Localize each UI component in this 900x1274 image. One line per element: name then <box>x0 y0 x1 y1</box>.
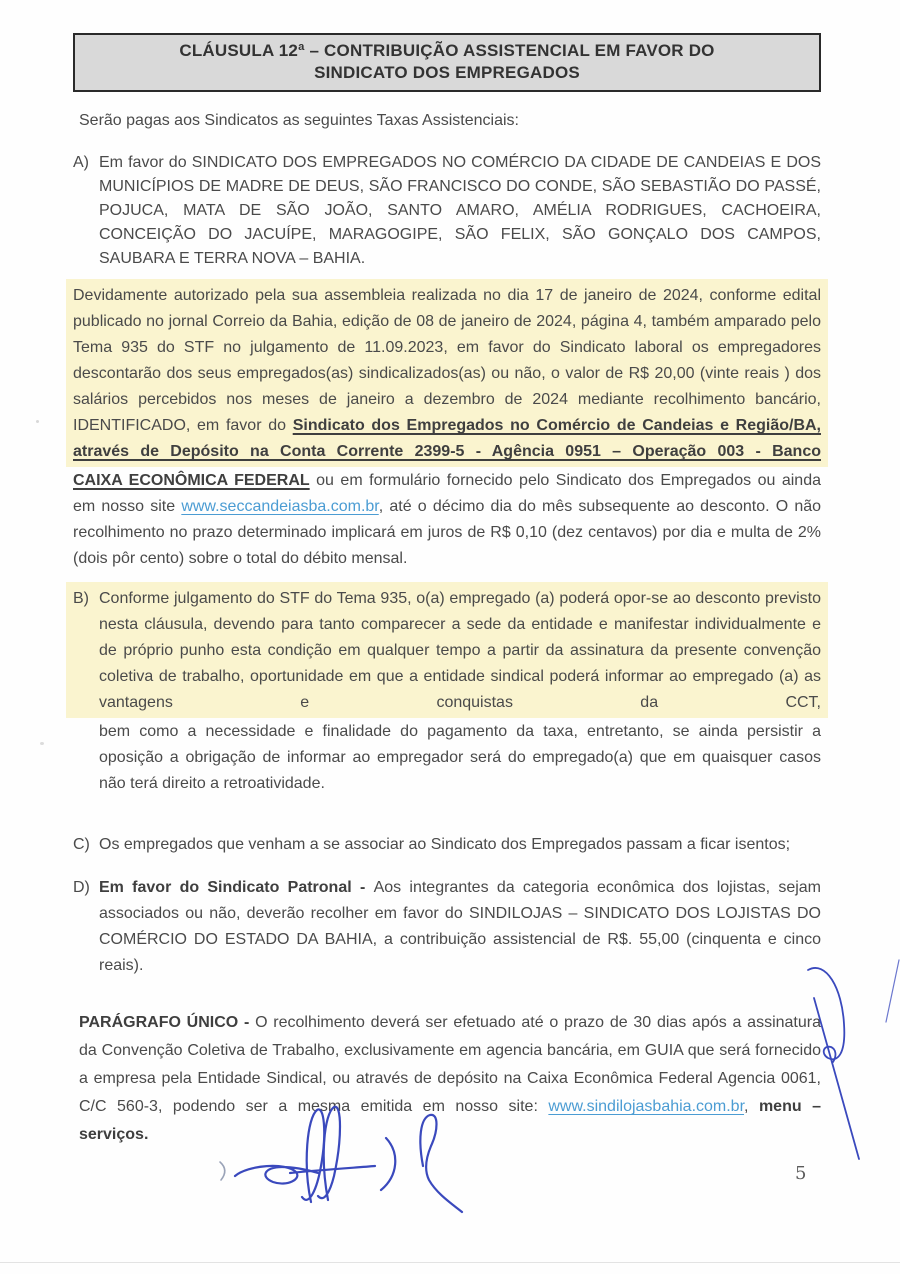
item-a-text: Em favor do SINDICATO DOS EMPREGADOS NO COMÉRCIO DA CIDADE DE CANDEIAS E DOS MUNICÍPIOS DE MADRE DE DEUS, SÃO FRANCISCO DO CONDE, SÃO SEBASTIÃO DO PASSÉ, POJUCA, MATA DE SÃO JOÃO, SANTO AMARO, AMÉLIA RODRIGUES, CACHOEIRA, CONCEIÇÃO DO JACUÍPE, MARAGOGIPE, SÃO FELIX, SÃO GONÇALO DOS CAMPOS, SAUBARA E TERRA NOVA – BAHIA. <box>99 154 821 267</box>
scan-artifact-line <box>0 1262 900 1263</box>
assistencial-text-2: ou em formulário fornecido pelo Sindicato dos Empregados ou ainda em nosso site <box>73 472 821 515</box>
item-b-continuation <box>73 718 821 797</box>
intro-paragraph: Serão pagas aos Sindicatos as seguintes Taxas Assistenciais: <box>79 112 519 129</box>
paragrafo-unico-menu: menu – serviços. <box>79 1098 821 1143</box>
paragrafo-unico-sep: , <box>744 1098 759 1115</box>
item-b-highlight-text: Conforme julgamento do STF do Tema 935, o(a) empregado (a) poderá opor-se ao desconto previsto nesta cláusula, devendo para tanto comparecer a sede da entidade e manifestar individualmente e de próprio punho esta condição em qualquer tempo a partir da assinatura da presente convenção coletiva de trabalho, oportunidade em que a entidade sindical poderá informar ao empregado (a) as vantagens e conquistas da CCT, <box>99 590 821 711</box>
sindilojasbahia-link[interactable]: www.sindilojasbahia.com.br <box>548 1098 745 1115</box>
item-b-label: B) <box>73 590 89 607</box>
highlighted-block <box>66 279 828 467</box>
signature-ink <box>190 1070 490 1245</box>
paragrafo-unico-text: O recolhimento deverá ser efetuado até o prazo de 30 dias após a assinatura da Convenção Coletiva de Trabalho, exclusivamente em agencia bancária, em GUIA que será fornecido a empresa pela Entidade Sindical, ou através de depósito na Caixa Econômica Federal Agencia 0061, C/C 560-3, podendo ser a mesma emitida em nosso site: <box>79 1014 821 1115</box>
paragrafo-unico-lead: PARÁGRAFO ÚNICO - <box>79 1014 256 1031</box>
scan-speck <box>40 742 44 745</box>
list-item-d <box>73 875 821 979</box>
assistencial-text-3: , até o décimo dia do mês subsequente ao desconto. O não recolhimento no prazo determinado implicará em juros de R$ 0,10 (dez centavos) por dia e multa de 2% (dois pôr cento) sobre o total do débito mensal. <box>73 498 822 567</box>
assistencial-paragraph <box>73 279 821 572</box>
list-item-c <box>73 829 821 861</box>
pen-flourish <box>780 950 900 1175</box>
clause-title-line2: SINDICATO DOS EMPREGADOS <box>314 63 580 82</box>
item-b-highlighted-block <box>66 582 828 718</box>
page-number: 5 <box>795 1163 807 1184</box>
document-content <box>73 33 821 1149</box>
assistencial-text: Devidamente autorizado pela sua assembleia realizada no dia 17 de janeiro de 2024, conforme edital publicado no jornal Correio da Bahia, edição de 08 de janeiro de 2024, página 4, também amparado pelo Tema 935 do STF no julgamento de 11.09.2023, em favor do Sindicato laboral os empregadores descontarão dos seus empregados(as) sindicalizados(as) ou não, o valor de R$ 20,00 (vinte reais ) dos salários percebidos nos meses de janeiro a dezembro de 2024 mediante recolhimento bancário, IDENTIFICADO, em favor do <box>73 287 821 434</box>
caixa-bold-underline: CAIXA ECONÔMICA FEDERAL <box>73 472 310 489</box>
item-c-text: Os empregados que venham a se associar ao Sindicato dos Empregados passam a ficar isentos; <box>99 836 791 853</box>
item-d-label: D) <box>73 879 90 896</box>
item-c-label: C) <box>73 836 90 853</box>
item-a-label: A) <box>73 154 89 171</box>
clause-title-line1: CLÁUSULA 12ª – CONTRIBUIÇÃO ASSISTENCIAL EM FAVOR DO <box>179 41 715 60</box>
item-d-text: Aos integrantes da categoria econômica dos lojistas, sejam associados ou não, deverão recolher em favor do SINDILOJAS – SINDICATO DOS LOJISTAS DO COMÉRCIO DO ESTADO DA BAHIA, a contribuição assistencial de R$. 55,00 (cinquenta e cinco reais). <box>99 879 822 974</box>
seccandeiasba-link[interactable]: www.seccandeiasba.com.br <box>181 498 379 515</box>
list-item-b <box>73 582 821 797</box>
item-b-rest-text: bem como a necessidade e finalidade do pagamento da taxa, entretanto, se ainda persistir a oposição a obrigação de informar ao empregador será do empregado(a) que em quaisquer casos não terá direito a retroatividade. <box>99 723 821 792</box>
bank-account-bold-underline: Sindicato dos Empregados no Comércio de Candeias e Região/BA, através de Depósito na Conta Corrente 2399-5 - Agência 0951 – Operação 003 - Banco <box>73 417 821 460</box>
scan-speck <box>36 420 39 423</box>
item-d-bold-lead: Em favor do Sindicato Patronal - <box>99 879 374 896</box>
assistencial-continuation <box>73 467 821 572</box>
list-item-a <box>73 151 821 271</box>
clause-title-box <box>73 33 821 92</box>
